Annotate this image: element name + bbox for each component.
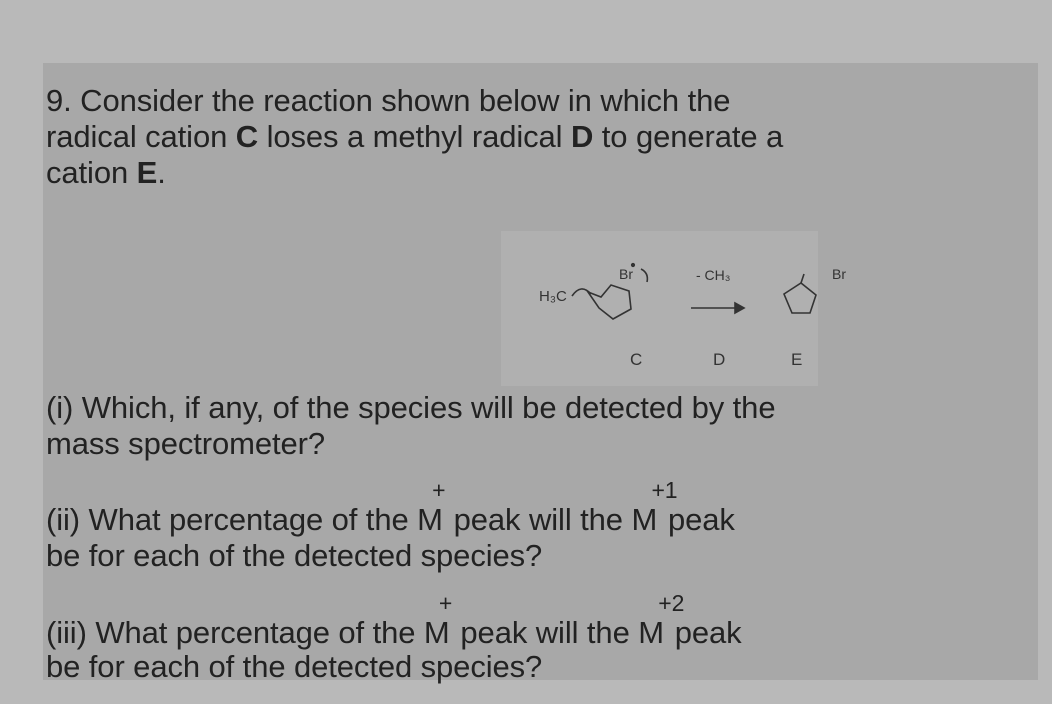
question-text: . (157, 155, 166, 190)
part-iii-line-2 (46, 651, 542, 682)
question-text: (ii) What percentage of the (46, 502, 418, 537)
label-d-text: D (713, 350, 726, 369)
species-d-label: D (570, 119, 594, 154)
question-text: peak will the (445, 502, 632, 537)
question-text: peak (659, 502, 735, 537)
part-ii-line-2 (46, 540, 542, 571)
question-text: mass spectrometer? (46, 426, 326, 461)
question-text: (i) Which, if any, of the species will be detected by the (46, 390, 776, 425)
m-plus-2-peak-marker: M +2 (638, 590, 685, 650)
bromine-e-text: Br (832, 266, 846, 282)
question-text: be for each of the detected species? (46, 538, 543, 573)
part-iii-line-1 (46, 590, 742, 650)
bromine-bond-e (801, 274, 804, 283)
question-line-3 (46, 157, 166, 188)
part-i-line-2 (46, 428, 325, 459)
question-text: 9. Consider the reaction shown below in which the (46, 83, 731, 118)
species-c-label: C (235, 119, 259, 154)
m-peak-marker: M + (423, 590, 453, 650)
part-ii-line-1 (46, 477, 735, 537)
reagent-text: - CH₃ (696, 267, 731, 283)
question-text: radical cation (46, 119, 236, 154)
h3c-group-text: H₃C (539, 288, 567, 305)
question-text: be for each of the detected species? (46, 649, 543, 684)
question-text: (iii) What percentage of the (46, 615, 424, 650)
question-text: loses a methyl radical (258, 119, 571, 154)
bromine-c-text: Br (619, 266, 633, 282)
reaction-arrow-head (735, 303, 744, 313)
label-e-text: E (791, 350, 803, 369)
label-c-text: C (630, 350, 643, 369)
bromine-bond-c (641, 269, 647, 282)
species-e-label: E (136, 155, 158, 190)
m-peak-marker: M + (417, 477, 446, 537)
question-line-1 (46, 85, 730, 116)
reaction-scheme-drawing (501, 231, 846, 386)
question-text: peak will the (451, 615, 639, 650)
question-text: to generate a (593, 119, 784, 154)
question-text: peak (666, 615, 742, 650)
cyclopentane-c-ring (588, 285, 631, 319)
question-text: cation (46, 155, 137, 190)
m-plus-1-peak-marker: M +1 (631, 477, 678, 537)
radical-dot (632, 264, 635, 267)
part-i-line-1 (46, 392, 775, 423)
question-document (43, 63, 1038, 684)
reaction-scheme (501, 231, 846, 386)
question-line-2 (46, 121, 783, 152)
cyclopentane-e-ring (784, 283, 816, 313)
